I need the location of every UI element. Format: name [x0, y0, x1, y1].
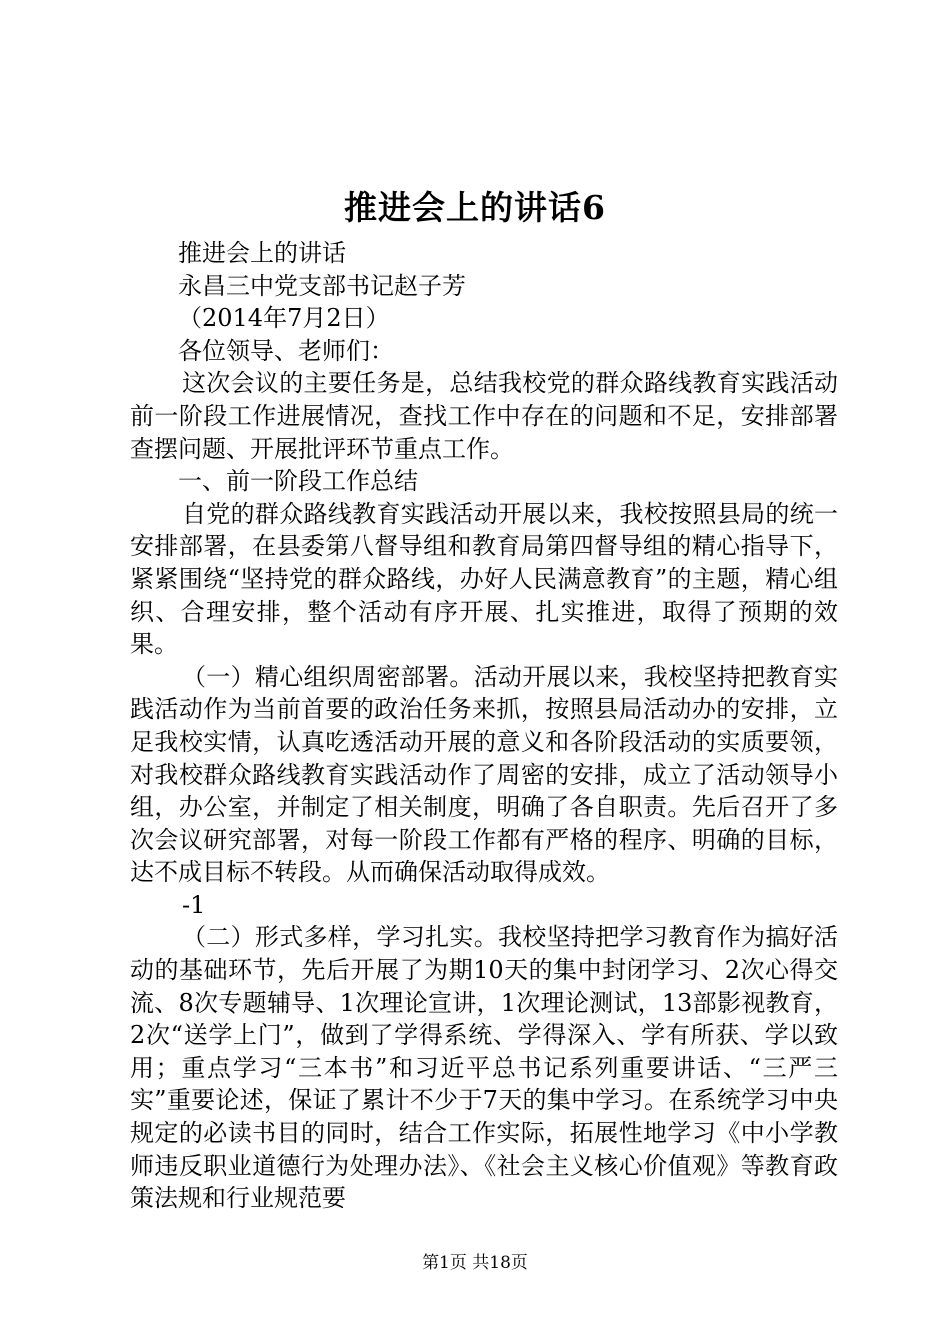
page-footer: 第1页 共18页 [422, 1253, 528, 1273]
summary-paragraph: 自党的群众路线教育实践活动开展以来，我校按照县局的统一安排部署，在县委第八督导组和教育局第四督导组的精心指导下，紧紧围绕“坚持党的群众路线，办好人民满意教育”的主题，精心组织、合理安排，整个活动有序开展、扎实推进，取得了预期的效果。 [130, 499, 838, 659]
document-title: 推进会上的讲话6 [344, 188, 606, 227]
intro-paragraph: 这次会议的主要任务是，总结我校党的群众路线教育实践活动前一阶段工作进展情况，查找工作中存在的问题和不足，安排部署查摆问题、开展批评环节重点工作。 [130, 369, 838, 463]
salutation: 各位领导、老师们： [178, 336, 394, 365]
point-one-paragraph: （一）精心组织周密部署。活动开展以来，我校坚持把教育实践活动作为当前首要的政治任务来抓，按照县局活动办的安排，立足我校实情，认真吃透活动开展的意义和各阶段活动的实质要领，对我校群众路线教育实践活动作了周密的安排，成立了活动领导小组，办公室，并制定了相关制度，明确了各自职责。先后召开了多次会议研究部署，对每一阶段工作都有严格的程序、明确的目标，达不成目标不转段。从而确保活动取得成效。 [130, 662, 838, 887]
speaker-line: 永昌三中党支部书记赵子芳 [178, 271, 466, 300]
document-body [130, 237, 838, 1215]
speech-heading: 推进会上的讲话 [178, 239, 346, 267]
section-heading: 一、前一阶段工作总结 [178, 467, 418, 496]
page-marker: -1 [182, 890, 206, 919]
point-two-paragraph: （二）形式多样，学习扎实。我校坚持把学习教育作为搞好活动的基础环节，先后开展了为期10天的集中封闭学习、2次心得交流、8次专题辅导、1次理论宣讲，1次理论测试，13部影视教育，2次“送学上门”，做到了学得系统、学得深入、学有所获、学以致用；重点学习“三本书”和习近平总书记系列重要讲话、“三严三实”重要论述，保证了累计不少于7天的集中学习。在系统学习中央规定的必读书目的同时，结合工作实际，拓展性地学习《中小学教师违反职业道德行为处理办法》、《社会主义核心价值观》等教育政策法规和行业规范要 [130, 923, 838, 1213]
date-line: （2014年7月2日） [178, 304, 390, 333]
